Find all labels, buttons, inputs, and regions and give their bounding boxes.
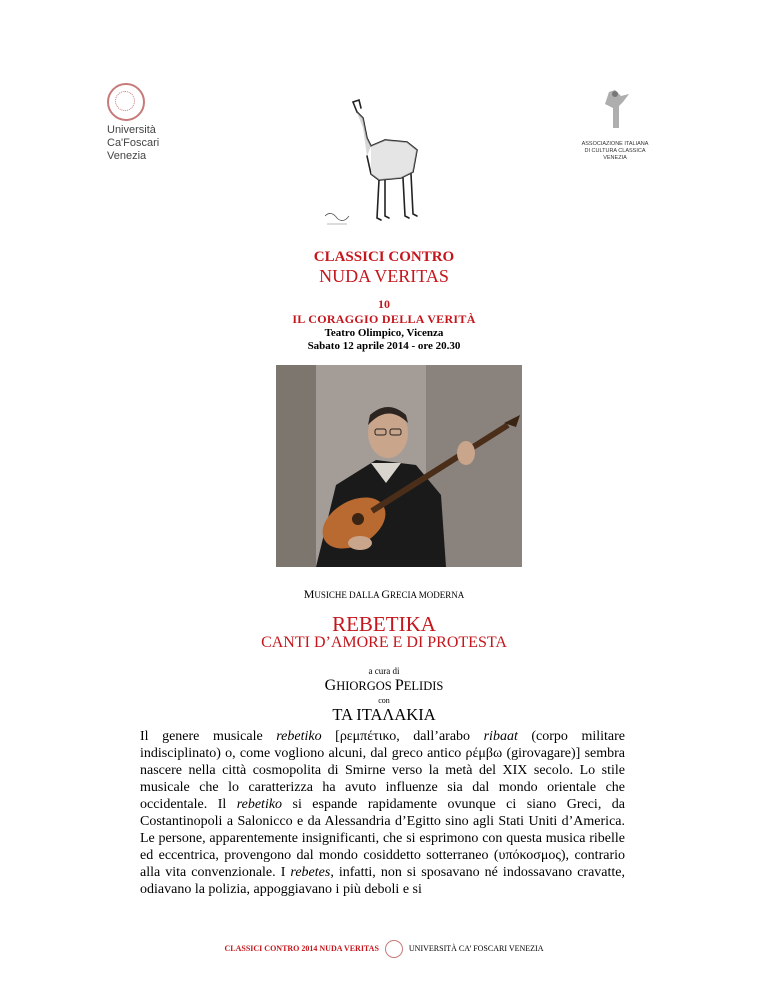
aicc-logo xyxy=(580,88,650,162)
with-label: con xyxy=(378,696,390,705)
subtitle xyxy=(0,587,768,602)
logo-line: Università xyxy=(107,124,156,136)
concert-title: REBETIKA xyxy=(332,612,436,636)
event-venue: Teatro Olimpico, Vicenza xyxy=(324,327,444,339)
subtitle-part: USICHE DALLA xyxy=(314,590,382,600)
event-date: Sabato 12 aprile 2014 - ore 20.30 xyxy=(307,340,461,352)
curator-name-part: HIORGOS xyxy=(336,679,395,693)
footer-left-text: CLASSICI CONTRO 2014 NUDA VERITAS xyxy=(224,943,379,953)
logo-line: Ca'Foscari xyxy=(107,137,160,149)
concert-subtitle: CANTI D’AMORE E DI PROTESTA xyxy=(261,634,507,651)
curator-name-part: ELIDIS xyxy=(403,679,444,693)
body-text-run: [ρεμπέτικο, dall’arabo xyxy=(321,729,484,744)
logo-line: Venezia xyxy=(107,150,147,162)
body-text-run: , infatti, non si sposavano né indossavano cravatte, odiavano la polizia, appoggiavano i più deboli e si xyxy=(140,865,625,897)
body-text-run: Il genere musicale xyxy=(140,729,277,744)
horse-sketch-illustration xyxy=(323,98,423,236)
body-text-italic: rebetes xyxy=(290,865,331,880)
body-text-italic: rebetiko xyxy=(276,729,322,744)
body-text-italic: ribaat xyxy=(483,729,518,744)
curated-by-label: a cura di xyxy=(368,666,400,676)
body-text-run: (corpo militare indisciplinato) o, come vogliono alcuni, dal greco antico ρέμβω (girovagare)] sembra nascere nella città cosmopolita di Smirne verso la metà del XIX secolo. Lo stile musicale che lo caratterizza ha avuto influenze sia dal mondo orientale che occidentale. Il xyxy=(140,729,626,812)
series-title: CLASSICI CONTRO xyxy=(313,249,455,265)
footer-seal-icon xyxy=(385,940,403,958)
logo-line: VENEZIA xyxy=(603,155,627,161)
subtitle-part: M xyxy=(303,587,315,601)
ca-foscari-logo-text xyxy=(107,124,197,163)
curator-name-part: G xyxy=(324,677,337,694)
footer-right-text: UNIVERSITÀ CA’ FOSCARI VENEZIA xyxy=(408,943,544,953)
musician-photo xyxy=(276,365,522,567)
curator-name xyxy=(0,677,768,695)
body-text-italic: rebetiko xyxy=(236,797,283,812)
ca-foscari-logo xyxy=(107,83,197,163)
page-footer xyxy=(0,940,768,958)
logo-line: ASSOCIAZIONE ITALIANA xyxy=(581,141,649,147)
series-theme: NUDA VERITAS xyxy=(319,266,449,286)
classical-figure-icon xyxy=(595,88,635,132)
body-text-run: si espande rapidamente ovunque ci siano Greci, da Costantinopoli a Salonicco e da Alessandria d’Egitto sino agli Stati Uniti d’America. Le persone, apparentemente insignificanti, che si esprimono con questa musica ribelle ed eccentrica, provengono dal mondo cosiddetto sotterraneo (υπόκοσμος), contrario alla vita convenzionale. I xyxy=(140,797,625,880)
subtitle-part: G xyxy=(381,587,391,601)
university-seal-icon xyxy=(107,83,145,121)
curator-name-part: P xyxy=(394,677,404,694)
body-paragraph xyxy=(140,728,625,898)
event-number: 10 xyxy=(378,297,390,311)
group-name: TA ΙΤΑΛΑΚΙΑ xyxy=(332,705,436,724)
logo-line: DI CULTURA CLASSICA xyxy=(584,148,646,154)
subtitle-part: RECIA MODERNA xyxy=(390,590,465,600)
event-title: IL CORAGGIO DELLA VERITÀ xyxy=(292,312,476,326)
